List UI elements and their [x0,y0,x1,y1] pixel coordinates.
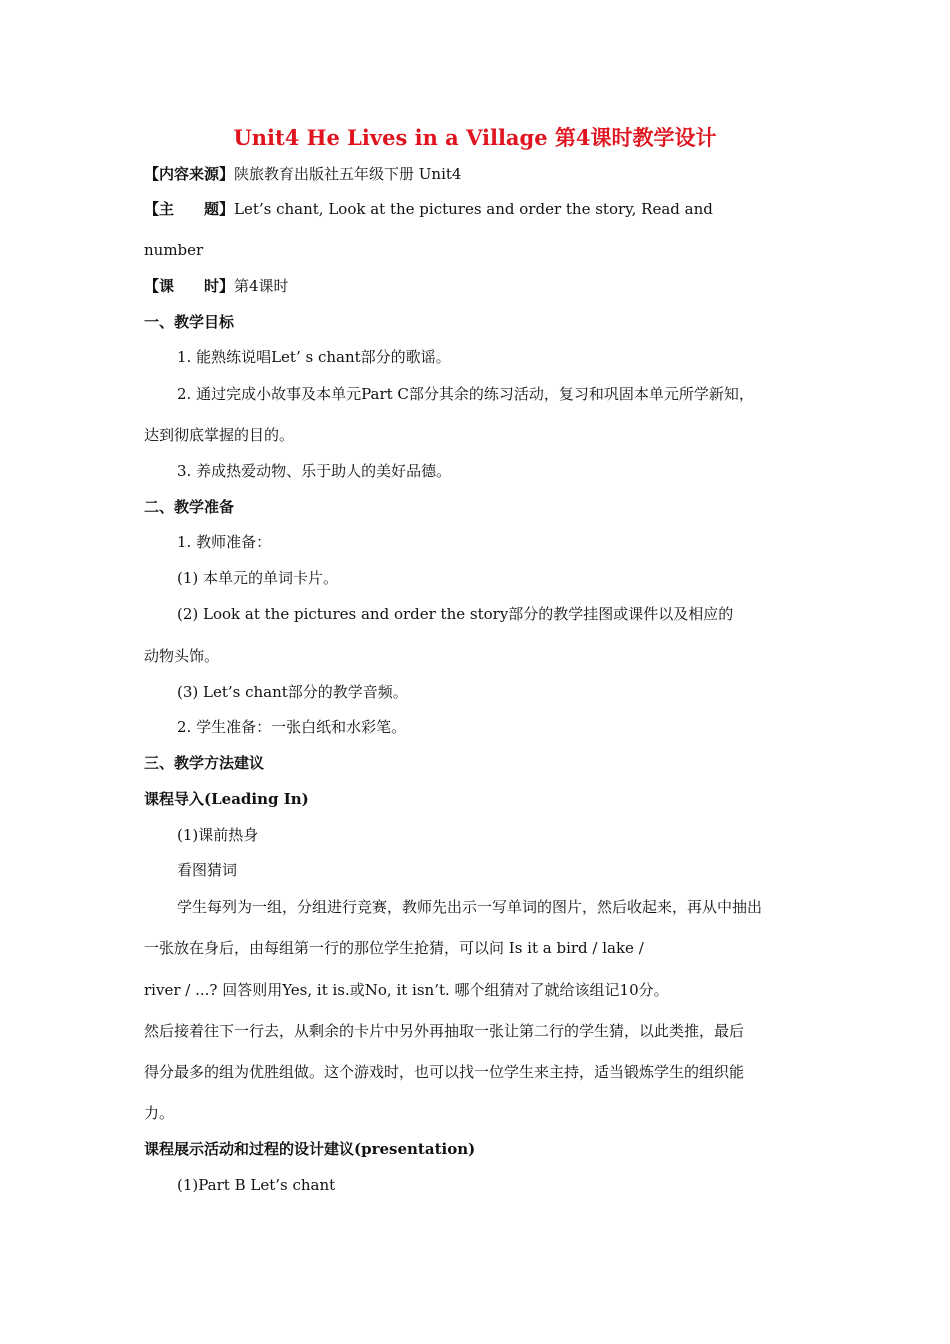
presentation-heading: 课程展示活动和过程的设计建议(presentation) [144,1140,476,1158]
period-line [144,276,289,296]
prep-1-b-line-2: 动物头饰。 [144,647,220,665]
topic-line-1 [144,199,808,219]
prep-1: 1. 教师准备： [177,533,272,551]
leadin-heading: 课程导入(Leading In) [144,790,309,808]
method-heading: 三、教学方法建议 [144,754,265,772]
topic-label: 【主 题】 [144,200,235,218]
source-label: 【内容来源】 [144,165,235,183]
para-line-3: river / ...? 回答则用Yes, it is.或No, it isn’t. 哪个组猜对了就给该组记10分。 [144,981,669,999]
para-line-6: 力。 [144,1104,175,1122]
para-line-2: 一张放在身后，由每组第一行的那位学生抢猜，可以问 Is it a bird / lake / [144,939,644,957]
warmup-item: (1)课前热身 [177,826,259,844]
topic-text: Let’s chant, Look at the pictures and order the story, Read and [234,200,713,218]
prep-2: 2. 学生准备：一张白纸和水彩笔。 [177,718,407,736]
period-text: 第4课时 [234,277,289,295]
prep-1-c: (3) Let’s chant部分的教学音频。 [177,683,408,701]
goal-1: 1. 能熟练说唱Let’ s chant部分的歌谣。 [177,348,451,366]
document-title: Unit4 He Lives in a Village 第4课时教学设计 [233,125,717,150]
source-text: 陕旅教育出版社五年级下册 Unit4 [234,165,462,183]
topic-line-2: number [144,241,204,259]
source-line [144,164,461,184]
period-label: 【课 时】 [144,277,235,295]
chant-item: (1)Part B Let’s chant [177,1176,336,1194]
prep-1-b-line-1: (2) Look at the pictures and order the story部分的教学挂图或课件以及相应的 [177,605,734,623]
para-line-4: 然后接着往下一行去，从剩余的卡片中另外再抽取一张让第二行的学生猜，以此类推，最后 [144,1022,745,1040]
prep-heading: 二、教学准备 [144,498,235,516]
prep-1-a: (1) 本单元的单词卡片。 [177,569,339,587]
para-line-5: 得分最多的组为优胜组做。这个游戏时，也可以找一位学生来主持，适当锻炼学生的组织能 [144,1063,745,1081]
para-line-1: 学生每列为一组，分组进行竞赛，教师先出示一写单词的图片，然后收起来，再从中抽出 [177,898,763,916]
guess-item: 看图猜词 [177,861,238,879]
goal-2-line-1: 2. 通过完成小故事及本单元Part C部分其余的练习活动，复习和巩固本单元所学新知， [177,385,754,403]
goal-3: 3. 养成热爱动物、乐于助人的美好品德。 [177,462,452,480]
goals-heading: 一、教学目标 [144,313,235,331]
goal-2-line-2: 达到彻底掌握的目的。 [144,426,295,444]
